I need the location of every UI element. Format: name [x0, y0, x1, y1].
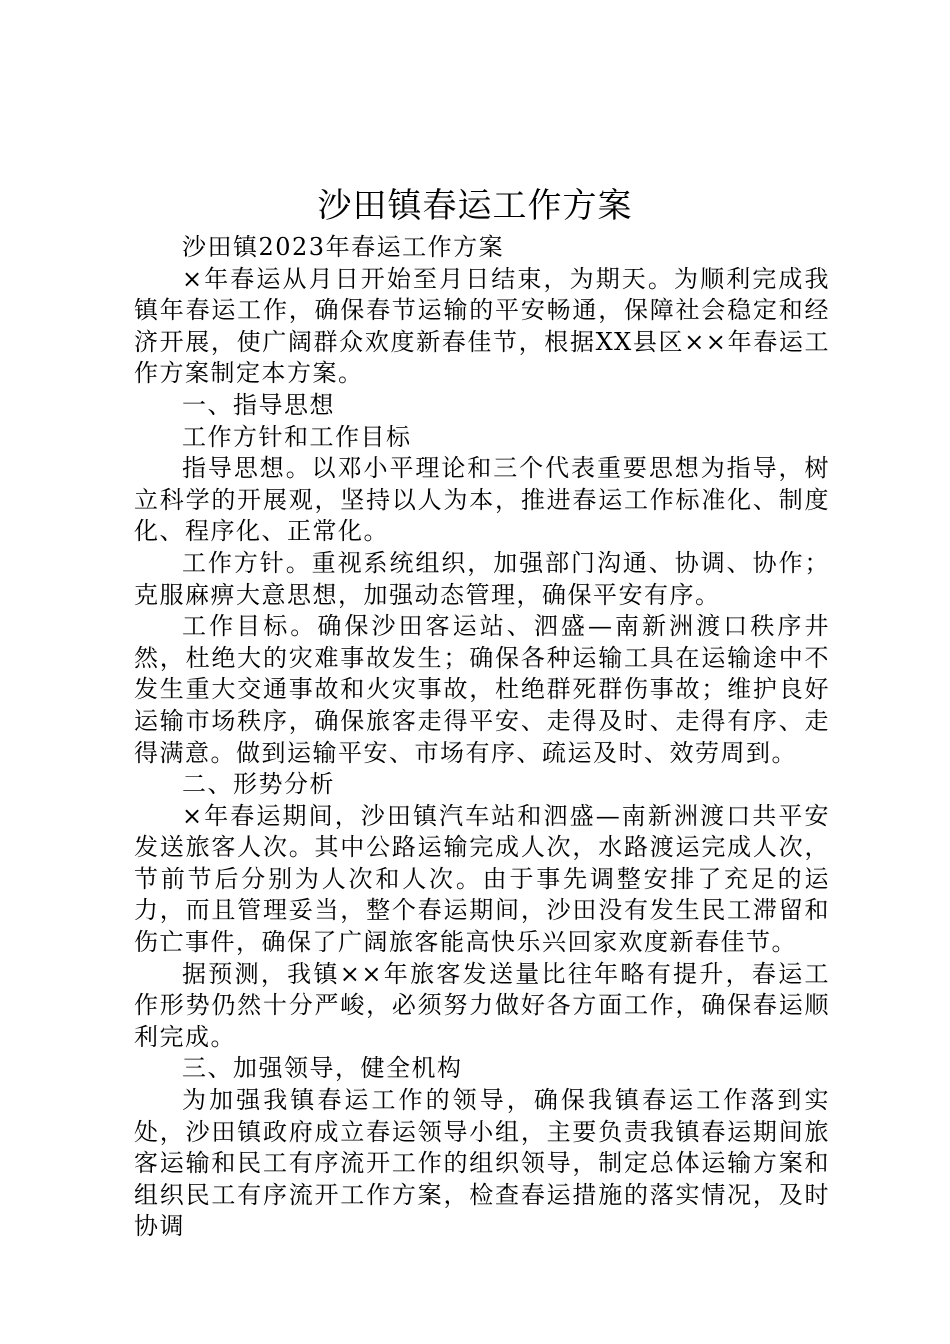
- paragraph-guiding-thought: 指导思想。以邓小平理论和三个代表重要思想为指导，树立科学的开展观，坚持以人为本，推进春运工作标准化、制度化、程序化、正常化。: [134, 454, 830, 546]
- subheading-policy-goals: 工作方针和工作目标: [182, 422, 412, 451]
- document-body: [134, 232, 830, 1243]
- section-heading-guiding-thought: 一、指导思想: [182, 390, 335, 419]
- paragraph-work-goals: 工作目标。确保沙田客运站、泗盛—南新洲渡口秩序井然，杜绝大的灾难事故发生；确保各种运输工具在运输途中不发生重大交通事故和火灾事故，杜绝群死群伤事故；维护良好运输市场秩序，确保旅客走得平安、走得及时、走得有序、走得满意。做到运输平安、市场有序、疏运及时、效劳周到。: [134, 612, 830, 767]
- paragraph-intro: ×年春运从月日开始至月日结束，为期天。为顺利完成我镇年春运工作，确保春节运输的平安畅通，保障社会稳定和经济开展，使广阔群众欢度新春佳节，根据XX县区××年春运工作方案制定本方案。: [134, 264, 830, 388]
- paragraph-subtitle: 沙田镇2023年春运工作方案: [182, 233, 505, 261]
- document-title: 沙田镇春运工作方案: [317, 186, 633, 226]
- paragraph-leadership: 为加强我镇春运工作的领导，确保我镇春运工作落到实处，沙田镇政府成立春运领导小组，主要负责我镇春运期间旅客运输和民工有序流开工作的组织领导，制定总体运输方案和组织民工有序流开工作方案，检查春运措施的落实情况，及时协调: [134, 1086, 830, 1241]
- paragraph-work-policy: 工作方针。重视系统组织，加强部门沟通、协调、协作；克服麻痹大意思想，加强动态管理，确保平安有序。: [134, 548, 830, 609]
- section-heading-leadership: 三、加强领导，健全机构: [182, 1054, 463, 1083]
- paragraph-situation-review: ×年春运期间，沙田镇汽车站和泗盛—南新洲渡口共平安发送旅客人次。其中公路运输完成人次，水路渡运完成人次，节前节后分别为人次和人次。由于事先调整安排了充足的运力，而且管理妥当，整个春运期间，沙田没有发生民工滞留和伤亡事件，确保了广阔旅客能高快乐兴回家欢度新春佳节。: [134, 801, 830, 957]
- section-heading-situation-analysis: 二、形势分析: [182, 770, 335, 799]
- paragraph-forecast: 据预测，我镇××年旅客发送量比往年略有提升，春运工作形势仍然十分严峻，必须努力做好各方面工作，确保春运顺利完成。: [134, 959, 830, 1051]
